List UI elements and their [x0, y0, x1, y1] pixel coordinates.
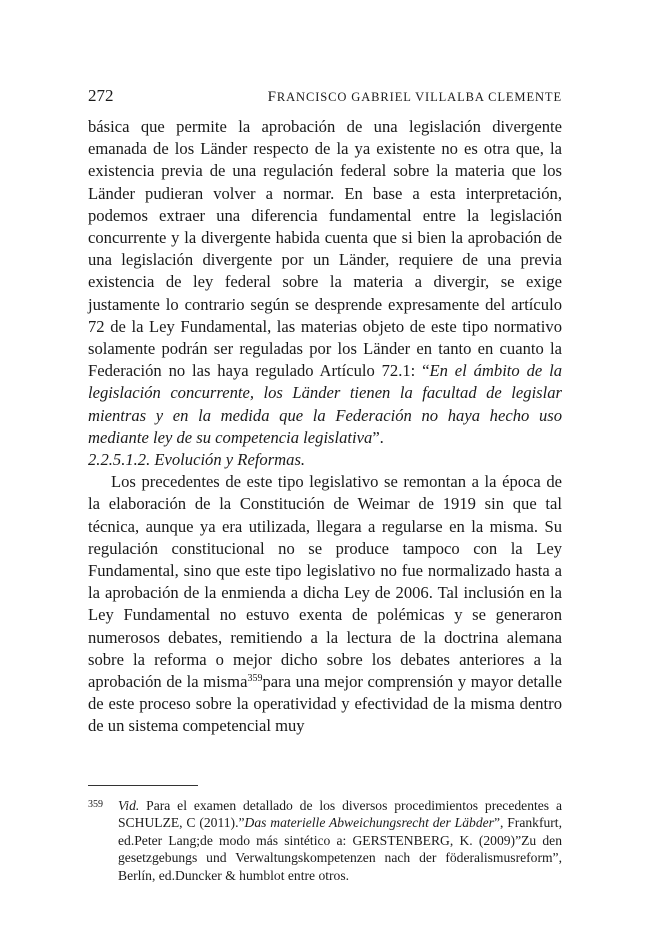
footnote-vid: Vid.	[118, 798, 140, 813]
footnote-number: 359	[88, 799, 103, 810]
footnote-item	[88, 797, 562, 884]
quoted-article-text: En el ámbito de la legislación concurrente, los Länder tienen la facultad de legislar mientras y en la medida que la Federación no haya hecho uso mediante ley de su competencia legislativa	[88, 361, 562, 447]
main-text	[88, 116, 562, 738]
page-number: 272	[88, 86, 114, 105]
section-heading: 2.2.5.1.2. Evolución y Reformas.	[88, 450, 306, 470]
paragraph-evolucion	[88, 471, 562, 737]
running-head-author: FRANCISCO GABRIEL VILLALBA CLEMENTE	[267, 89, 562, 105]
footnote-text	[118, 797, 562, 884]
quote-close: ”.	[372, 427, 384, 447]
footnote-reference[interactable]: 359	[247, 673, 263, 685]
paragraph-continued	[88, 116, 562, 449]
paragraph-text: Los precedentes de este tipo legislativo se remontan a la época de la elaboración de la Constitución de Weimar de 1919 sin que tal técnica, aunque ya era utilizada, llegara a regularse en la misma. Su regulación constitucional no se produce tampoco con la Ley Fundamental, sino que este tipo legislativo no fue normalizado hasta a la aprobación de la enmienda a dicha Ley de 2006. Tal inclusión en la Ley Fundamental no estuvo exenta de polémicas y se generaron numerosos debates, remitiendo a la lectura de la doctrina alemana sobre la reforma o mejor dicho sobre los debates anteriores a la aprobación de la misma	[88, 472, 562, 692]
paragraph-text: básica que permite la aprobación de una legislación divergente emanada de los Länder respecto de la ya existente no es otra que, la existencia previa de una regulación federal sobre la materia que los Länder pudieran volver a normar. En base a esta interpretación, podemos extraer una diferencia fundamental entre la legislación concurrente y la divergente habida cuenta que si bien la aprobación de una legislación divergente por un Länder, requiere de una previa existencia de ley federal sobre la materia a divergir, se exige justamente lo contrario según se desprende expresamente del artículo 72 de la Ley Fundamental, las materias objeto de este tipo normativo solamente podrán ser reguladas por los Länder en tanto en cuanto la Federación no las haya regulado Artículo 72.1: “	[88, 117, 562, 381]
paragraph-text-continued: para una mejor comprensión y mayor detalle de este proceso sobre la operatividad y efectividad de la misma dentro de un sistema competencial muy	[88, 672, 562, 736]
running-head	[88, 86, 562, 108]
footnote-separator	[88, 785, 198, 786]
footnote-text-part: ”, Frankfurt, ed.Peter Lang;de modo más sintético a: GERSTENBERG, K. (2009)”Zu den gesetzgebungs und Verwaltungskompetenzen nach der föderalismusreform”, Berlín, ed.Duncker & humblot entre otros.	[118, 815, 562, 883]
footnote-text-part: Para el examen detallado de los diversos procedimientos precedentes a SCHULZE, C (2011).”	[118, 798, 562, 831]
footnotes	[88, 797, 562, 884]
footnote-cited-title: Das materielle Abweichungsrecht der Läbder	[244, 815, 494, 831]
